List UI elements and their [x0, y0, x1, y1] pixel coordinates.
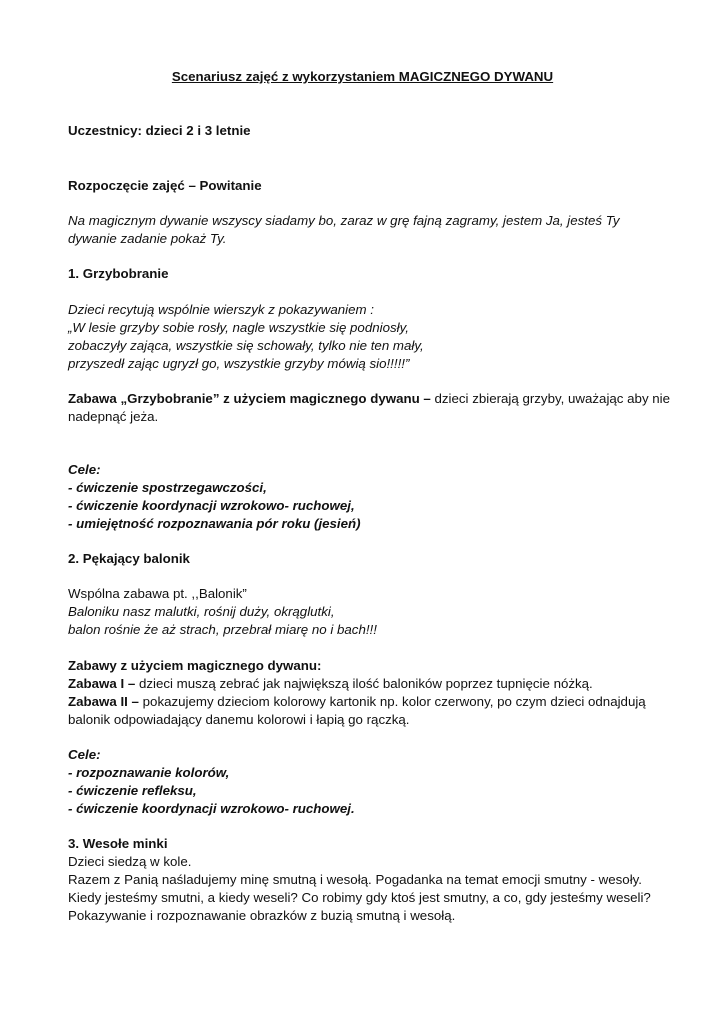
- section2-poem-line: balon rośnie że aż strach, przebrał miarę no i bach!!!: [68, 622, 377, 637]
- section2-goals-heading: Cele:: [68, 747, 101, 762]
- section2-game2-text-cont: balonik odpowiadający danemu kolorowi i łapią go rączką.: [68, 712, 410, 727]
- section3-line: Kiedy jesteśmy smutni, a kiedy weseli? Co robimy gdy ktoś jest smutny, a co, gdy jesteśmy weseli?: [68, 890, 651, 905]
- section1-goal: - ćwiczenie koordynacji wzrokowo- ruchowej,: [68, 498, 355, 513]
- section3-line: Dzieci siedzą w kole.: [68, 854, 192, 869]
- section2-game1: [68, 675, 593, 693]
- section2-game2-text: pokazujemy dzieciom kolorowy kartonik np. kolor czerwony, po czym dzieci odnajdują: [138, 694, 646, 709]
- section1-goals-heading: Cele:: [68, 462, 101, 477]
- opening-heading: Rozpoczęcie zajęć – Powitanie: [68, 178, 262, 193]
- section2-poem-line: Baloniku nasz malutki, rośnij duży, okrąglutki,: [68, 604, 335, 619]
- opening-line: Na magicznym dywanie wszyscy siadamy bo, zaraz w grę fajną zagramy, jestem Ja, jesteś Ty: [68, 213, 620, 228]
- section2-intro: Wspólna zabawa pt. ,,Balonik”: [68, 586, 247, 601]
- section1-game: [68, 390, 670, 408]
- section1-goal: - umiejętność rozpoznawania pór roku (jesień): [68, 516, 361, 531]
- section1-poem-line: zobaczyły zająca, wszystkie się schowały, tylko nie ten mały,: [68, 338, 424, 353]
- section2-goal: - ćwiczenie refleksu,: [68, 783, 197, 798]
- section1-game-text: dzieci zbierają grzyby, uważając aby nie: [430, 391, 671, 406]
- section1-poem-line: „W lesie grzyby sobie rosły, nagle wszystkie się podniosły,: [68, 320, 409, 335]
- section2-goal: - rozpoznawanie kolorów,: [68, 765, 230, 780]
- section2-game1-text: dzieci muszą zebrać jak największą ilość baloników poprzez tupnięcie nóżką.: [135, 676, 593, 691]
- section2-game2: [68, 693, 646, 711]
- section3-heading: 3. Wesołe minki: [68, 836, 168, 851]
- document-title: Scenariusz zajęć z wykorzystaniem MAGICZNEGO DYWANU: [171, 69, 554, 84]
- section1-poem-line: przyszedł zając ugryzł go, wszystkie grzyby mówią sio!!!!!”: [68, 356, 410, 371]
- section1-game-text-cont: nadepnąć jeża.: [68, 409, 159, 424]
- section2-heading: 2. Pękający balonik: [68, 551, 190, 566]
- section2-game2-label: Zabawa II –: [68, 694, 139, 709]
- section1-heading: 1. Grzybobranie: [68, 266, 169, 281]
- opening-line: dywanie zadanie pokaż Ty.: [68, 231, 227, 246]
- section3-line: Razem z Panią naśladujemy minę smutną i wesołą. Pogadanka na temat emocji smutny - wesoły.: [68, 872, 642, 887]
- section1-goal: - ćwiczenie spostrzegawczości,: [68, 480, 267, 495]
- section2-game1-label: Zabawa I –: [68, 676, 136, 691]
- section2-goal: - ćwiczenie koordynacji wzrokowo- ruchowej.: [68, 801, 355, 816]
- section1-game-label: Zabawa „Grzybobranie” z użyciem magicznego dywanu –: [68, 391, 431, 406]
- participants-line: Uczestnicy: dzieci 2 i 3 letnie: [68, 123, 251, 138]
- section2-games-heading: Zabawy z użyciem magicznego dywanu:: [68, 658, 322, 673]
- section1-poem-line: Dzieci recytują wspólnie wierszyk z pokazywaniem :: [68, 302, 374, 317]
- section3-line: Pokazywanie i rozpoznawanie obrazków z buzią smutną i wesołą.: [68, 908, 456, 923]
